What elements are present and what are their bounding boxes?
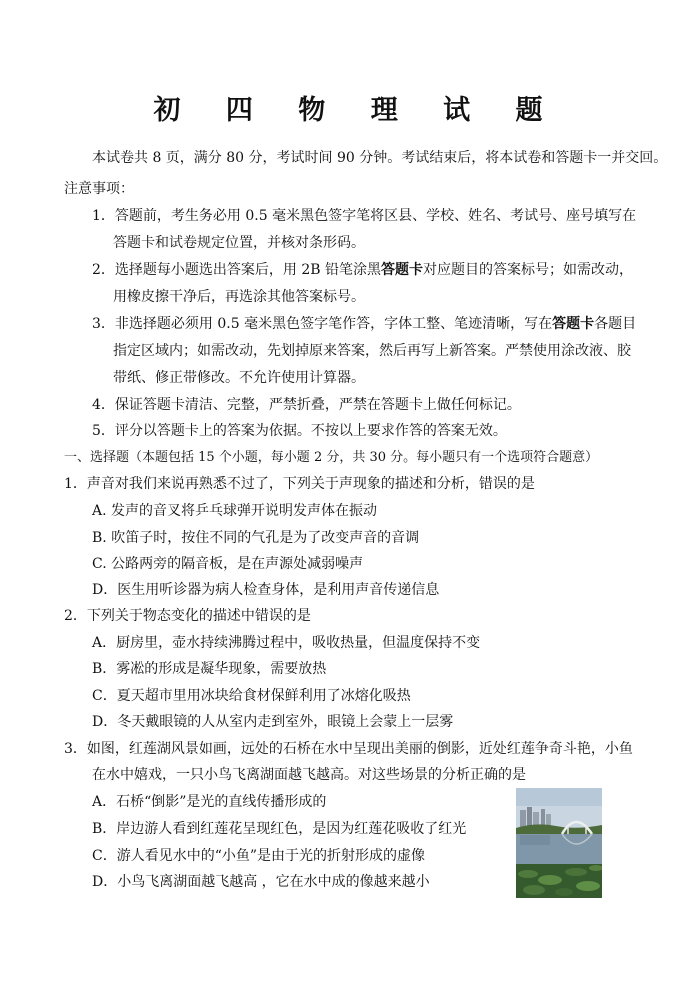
q2-stem: 2．下列关于物态变化的描述中错误的是 — [64, 608, 311, 624]
q2-option-c: C．夏天超市里用冰块给食材保鲜利用了冰熔化吸热 — [92, 688, 411, 704]
q2-option-a: A．厨房里，壶水持续沸腾过程中，吸收热量，但温度保持不变 — [92, 635, 481, 651]
q3-option-b: B．岸边游人看到红莲花呈现红色，是因为红莲花吸收了红光 — [92, 821, 467, 837]
q3-option-d: D．小鸟飞离湖面越飞越高 ，它在水中成的像越来越小 — [92, 874, 430, 890]
q1-option-b: B. 吹笛子时，按住不同的气孔是为了改变声音的音调 — [92, 530, 420, 546]
q3-stem-line-2: 在水中嬉戏，一只小鸟飞离湖面越飞越高。对这些场景的分析正确的是 — [92, 767, 526, 783]
notice-3-line-3: 带纸、修正带修改。不允许使用计算器。 — [113, 370, 365, 386]
q1-option-a: A. 发声的音叉将乒乓球弹开说明发声体在振动 — [92, 503, 378, 519]
q2-option-b: B．雾凇的形成是凝华现象，需要放热 — [92, 661, 327, 677]
q1-option-c: C. 公路两旁的隔音板，是在声源处减弱噪声 — [92, 556, 364, 572]
notice-2-text-a: 2．选择题每小题选出答案后，用 2B 铅笔涂黑 — [92, 262, 382, 278]
notice-2-text-b: 对应题目的答案标号；如需改动， — [423, 262, 634, 278]
lake-bridge-photo — [516, 788, 602, 898]
section-heading: 一、选择题（本题包括 15 个小题，每小题 2 分，共 30 分。每小题只有一个选项符合题意） — [64, 450, 599, 465]
page-title: 初 四 物 理 试 题 — [153, 95, 561, 126]
notice-3-text-b: 各题目 — [594, 316, 637, 332]
q2-option-d: D．冬天戴眼镜的人从室内走到室外，眼镜上会蒙上一层雾 — [92, 714, 454, 730]
q1-option-d: D．医生用听诊器为病人检查身体，是利用声音传递信息 — [92, 582, 440, 598]
q3-option-c: C．游人看见水中的“小鱼”是由于光的折射形成的虚像 — [92, 848, 426, 864]
notice-3-text-a: 3．非选择题必须用 0.5 毫米黑色签字笔作答，字体工整、笔迹清晰，写在 — [92, 316, 553, 332]
q1-stem: 1．声音对我们来说再熟悉不过了，下列关于声现象的描述和分析，错误的是 — [64, 476, 535, 492]
notice-4: 4．保证答题卡清洁、完整，严禁折叠，严禁在答题卡上做任何标记。 — [92, 397, 521, 413]
q3-stem-line-1: 3．如图，红莲湖风景如画，远处的石桥在水中呈现出美丽的倒影，近处红莲争奇斗艳，小鱼 — [64, 741, 633, 757]
notice-3-answer-card: 答题卡 — [552, 316, 595, 332]
notice-heading: 注意事项： — [64, 181, 134, 197]
notice-3-line-1 — [92, 315, 636, 333]
q3-option-a: A．石桥“倒影”是光的直线传播形成的 — [92, 794, 327, 810]
notice-5: 5．评分以答题卡上的答案为依据。不按以上要求作答的答案无效。 — [92, 423, 507, 439]
intro-text: 本试卷共 8 页，满分 80 分，考试时间 90 分钟。考试结束后，将本试卷和答题卡一并交回。 — [92, 150, 668, 166]
notice-2-line-2: 用橡皮擦干净后，再选涂其他答案标号。 — [113, 289, 365, 305]
notice-1-line-2: 答题卡和试卷规定位置，并核对条形码。 — [113, 235, 365, 251]
notice-1-line-1: 1．答题前，考生务必用 0.5 毫米黑色签字笔将区县、学校、姓名、考试号、座号填写在 — [92, 208, 637, 224]
notice-3-line-2: 指定区域内；如需改动，先划掉原来答案，然后再写上新答案。严禁使用涂改液、胶 — [113, 343, 631, 359]
notice-2-answer-card: 答题卡 — [381, 262, 424, 278]
notice-2-line-1 — [92, 261, 633, 279]
